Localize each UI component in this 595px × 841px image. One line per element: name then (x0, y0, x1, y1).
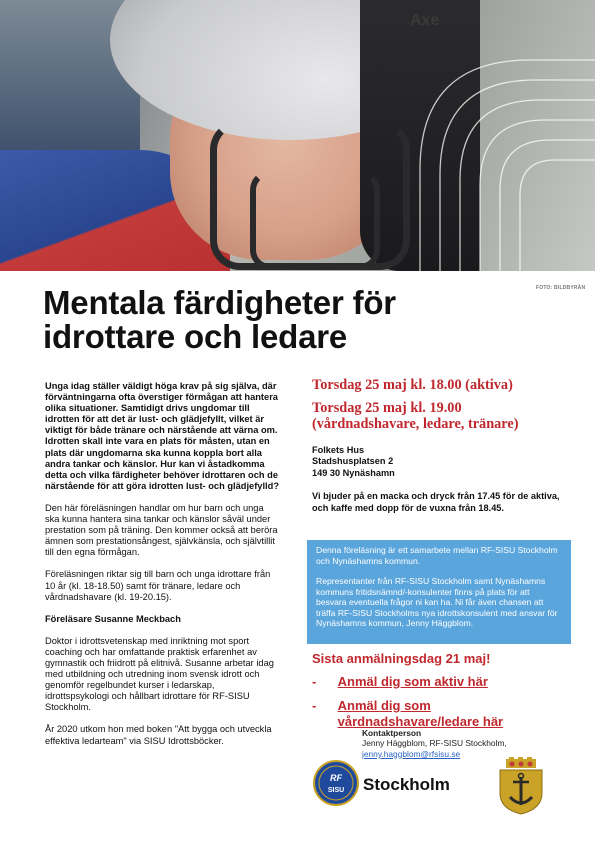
nynashamn-crest-icon (496, 757, 546, 815)
venue-city: 149 30 Nynäshamn (312, 467, 395, 478)
rf-sisu-logo-text: Stockholm (363, 775, 450, 794)
info-box (307, 540, 571, 644)
description-column (45, 381, 280, 758)
contact-name: Jenny Häggblom, RF-SISU Stockholm, (362, 738, 507, 749)
event-date-adults: Torsdag 25 maj kl. 19.00 (vårdnadshavare, ledare, tränare) (312, 399, 519, 432)
register-active-row (312, 674, 488, 690)
hero-photo (0, 0, 595, 271)
register-guardian-link[interactable] (338, 698, 503, 729)
venue-street: Stadshusplatsen 2 (312, 456, 394, 466)
refreshments-text: Vi bjuder på en macka och dryck från 17.45 för de aktiva, och kaffe med dopp för de vuxna från 18.45. (312, 491, 560, 513)
body-paragraph-4: Doktor i idrottsvetenskap med inriktning mot sport coaching och har omfattande praktisk erfarenhet av gymnastik och friidrott på elitnivå. Susanne arbetar idag med utbildning och utredning inom svensk idrott och genomför regelbundet kurser i ledarskap, idrottspsykologi och hållbart idrottare för RF-SISU Stockholm. (45, 635, 274, 713)
title-line-2: idrottare och ledare (43, 318, 348, 355)
sisu-logo-bottom-text: SISU (327, 787, 345, 794)
helmet-text: Axe (410, 12, 440, 29)
rf-sisu-logo (313, 760, 359, 806)
photo-credit: FOTO: BILDBYRÅN (536, 285, 586, 291)
info-box-paragraph-2: Representanter från RF-SISU Stockholm samt Nynäshamns kommuns fritidsnämnd/-konsulenter finns på plats för att besvara eventuella frågor ni kan ha. Ni får även chansen att träffa RF-SISU Stockholms nya idrottskonsulent med ansvar för Nynäshamns kommun, Jenny Häggblom. (316, 576, 558, 628)
rf-sisu-emblem-icon (315, 762, 357, 804)
contact-email-link[interactable]: jenny.haggblom@rfsisu.se (362, 748, 461, 759)
contact-heading: Kontaktperson (362, 728, 422, 738)
info-box-paragraph-1: Denna föreläsning är ett samarbete mellan RF-SISU Stockholm och Nynäshamns kommun. (316, 545, 558, 566)
bullet-dash: - (312, 674, 317, 689)
bullet-dash: - (312, 698, 317, 713)
contact-block (362, 728, 507, 759)
registration-deadline: Sista anmälningsdag 21 maj! (312, 651, 491, 666)
intro-paragraph: Unga idag ställer väldigt höga krav på sig själva, där förväntningarna ofta överstiger förmågan att hantera olika situationer. Samtidigt drivs ungdomar till idrotten för att det är lust- och glädjefyllt, vilket är viktigt för både tränare och närstående att värna om. Idrotten skall inte vara en plats för måsten, utan en plats där ungdomarna ska kunna koppla bort alla andra tankar och känslor. Hur kan vi åstadkomma detta och vilka färdigheter behöver idrottaren och de närstående för att göra idrotten lust- och glädjefylld? (45, 381, 279, 491)
venue-name: Folkets Hus (312, 444, 365, 455)
body-paragraph-5: År 2020 utkom hon med boken "Att bygga och utveckla effektiva ledarteam" via SISU Idrottsböcker. (45, 724, 272, 746)
sisu-logo-top-text: RF (330, 773, 342, 783)
register-guardian-link-line-1: Anmäl dig som (337, 698, 431, 713)
page-title (43, 286, 523, 354)
speaker-heading: Föreläsare Susanne Meckbach (45, 613, 181, 624)
event-info-column (312, 377, 572, 514)
event-date-active: Torsdag 25 maj kl. 18.00 (aktiva) (312, 377, 513, 393)
body-paragraph-2: Den här föreläsningen handlar om hur barn och unga ska kunna hantera sina tankar och känslor såväl under prestation som på träning. Den kommer också att beröra ämnen som prestationsångest, självkänsla, och självtillit till den egna förmågan. (45, 502, 278, 558)
track-lines-graphic (0, 0, 595, 271)
title-line-1: Mentala färdigheter för (43, 284, 396, 321)
venue-address (312, 445, 572, 480)
register-guardian-row (312, 698, 503, 729)
body-paragraph-3: Föreläsningen riktar sig till barn och unga idrottare från 10 år (kl. 18-18.50) samt för tränare, ledare och vårdnadshavare (kl. 19-20.15). (45, 569, 271, 602)
register-active-link[interactable]: Anmäl dig som aktiv här (337, 674, 488, 689)
register-guardian-link-line-2: vårdnadshavare/ledare här (337, 713, 504, 729)
